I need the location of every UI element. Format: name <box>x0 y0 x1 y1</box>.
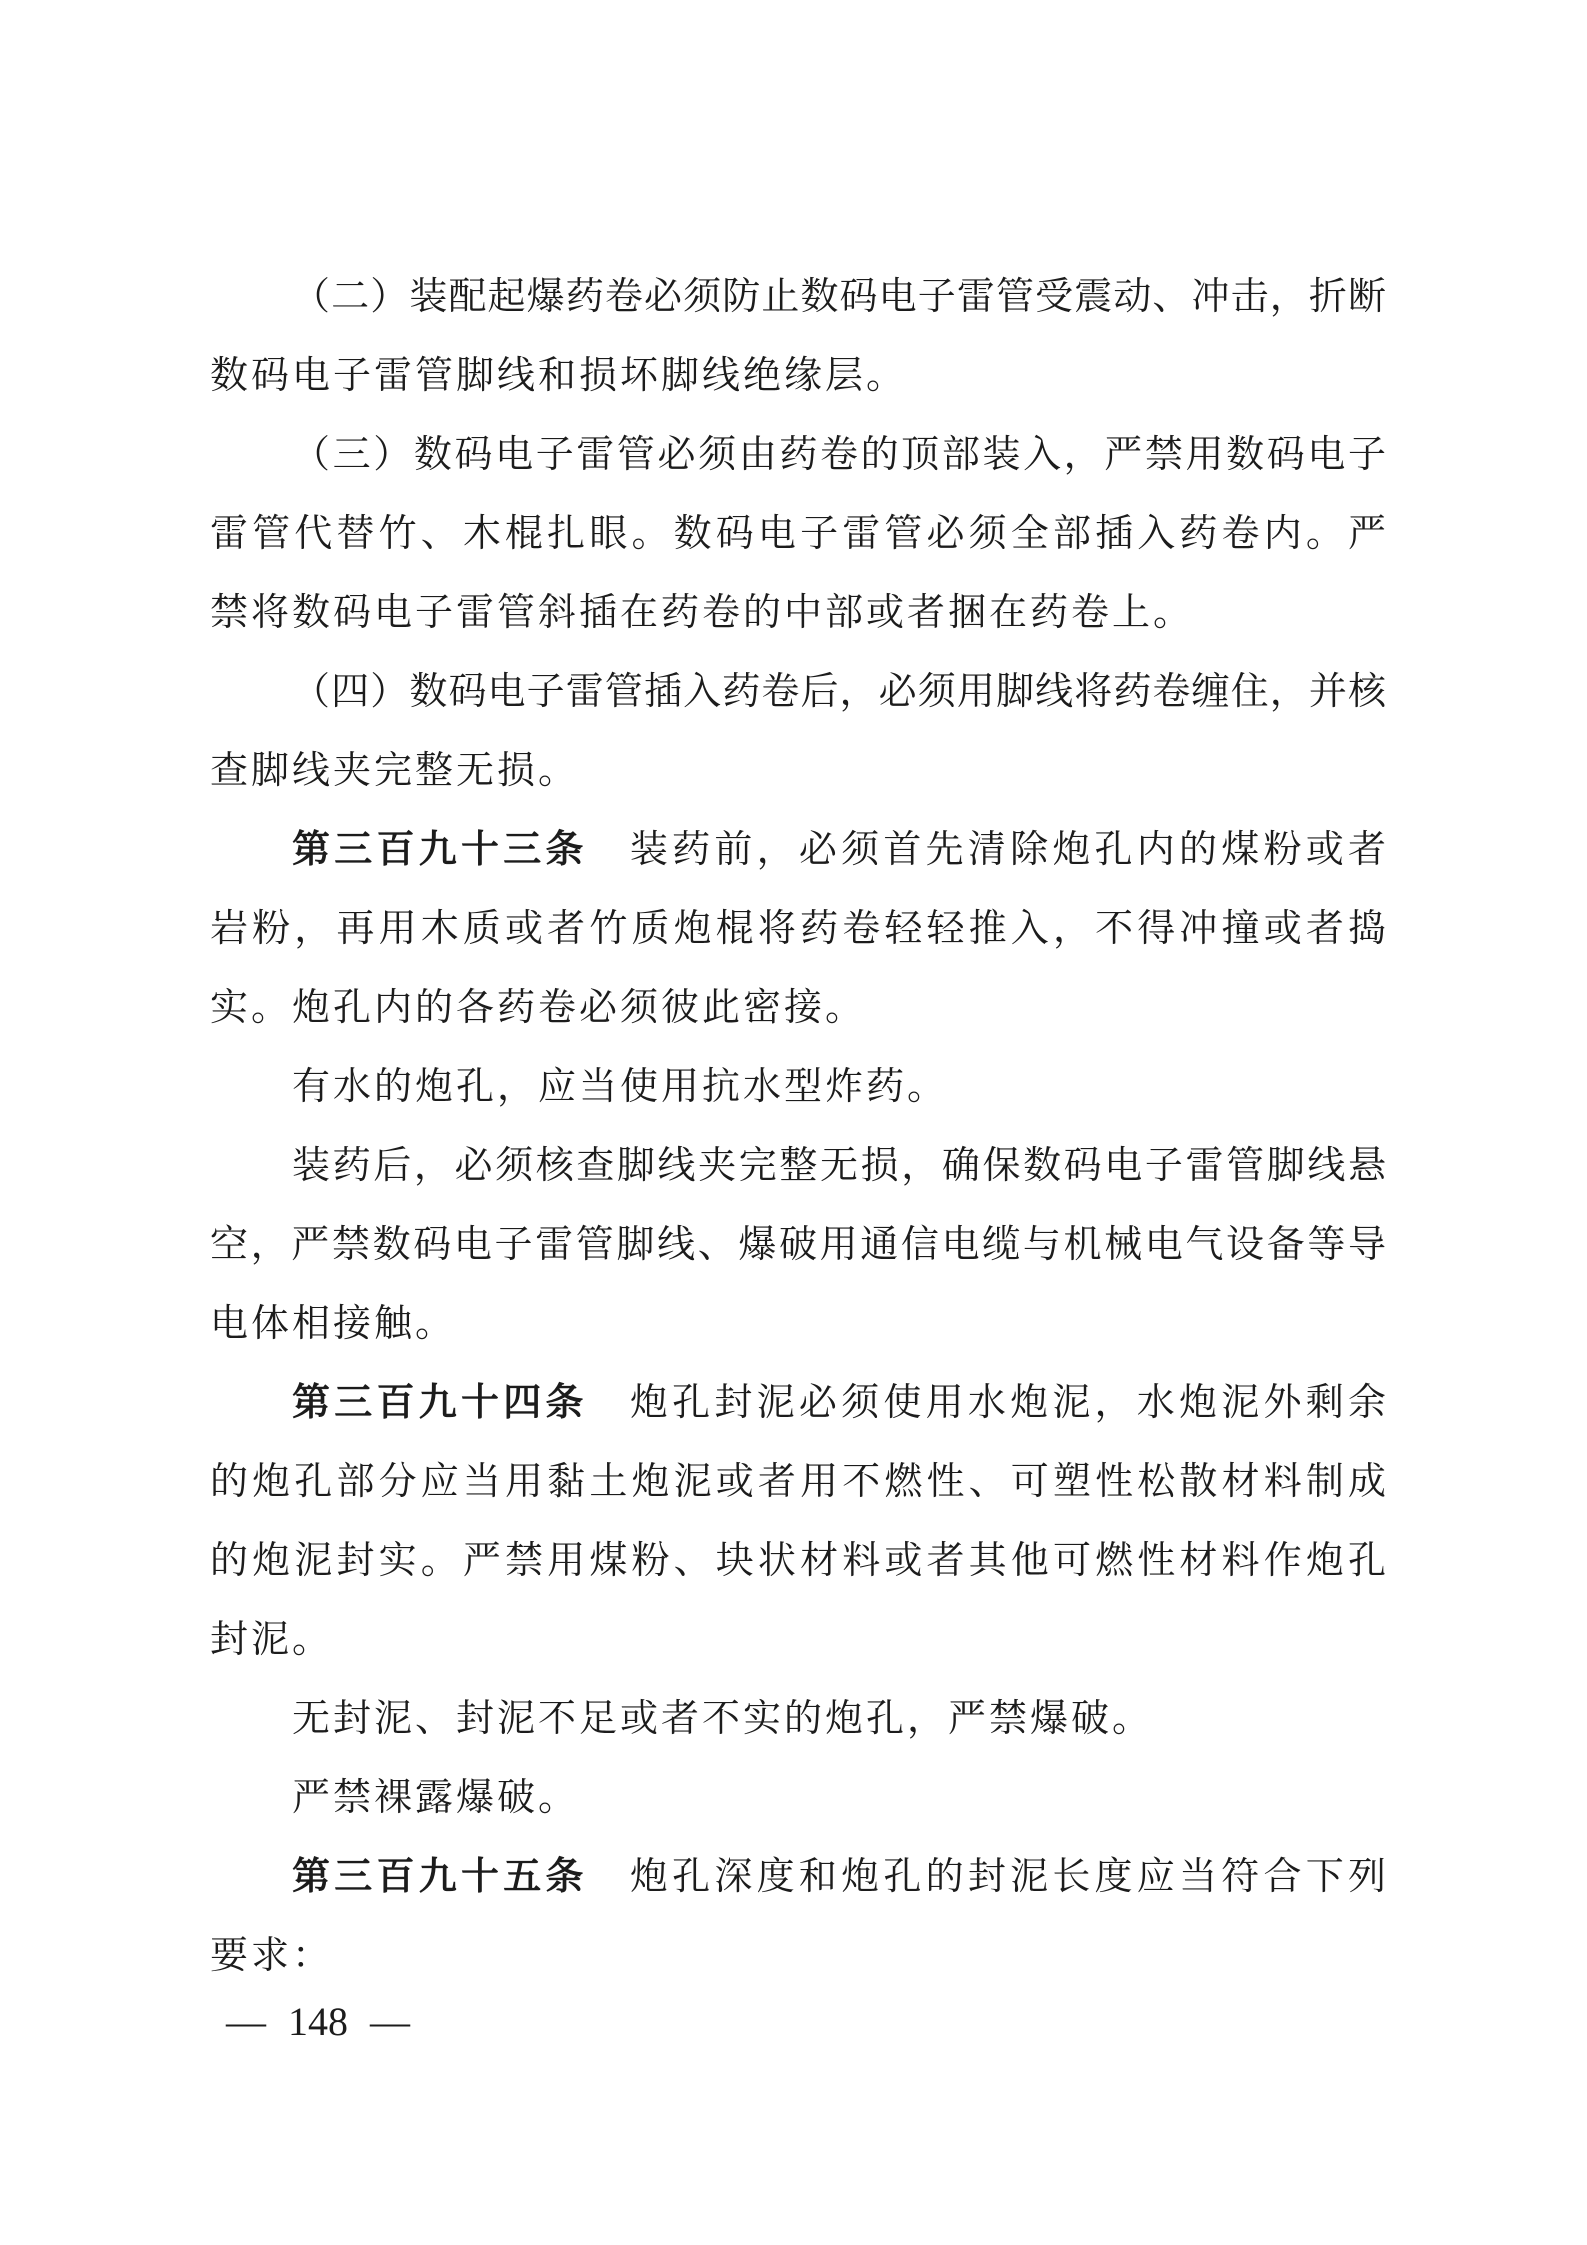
article-heading-line <box>210 1364 1386 1443</box>
text-line: 数码电子雷管脚线和损坏脚线绝缘层。 <box>210 355 908 397</box>
text-line: 的炮泥封实。严禁用煤粉、块状材料或者其他可燃性材料作炮孔 <box>210 1540 1386 1582</box>
text-line: 有水的炮孔，应当使用抗水型炸药。 <box>292 1066 949 1108</box>
text-line: 装药后，必须核查脚线夹完整无损，确保数码电子雷管脚线悬 <box>292 1145 1386 1187</box>
text-line: 实。炮孔内的各药卷必须彼此密接。 <box>210 987 867 1029</box>
text-line: 封泥。 <box>210 1619 334 1661</box>
article-body-text: 炮孔深度和炮孔的封泥长度应当符合下列 <box>587 1856 1386 1898</box>
article-heading-line <box>210 1838 1386 1917</box>
article-number: 第三百九十五条 <box>292 1856 588 1898</box>
text-line: 禁将数码电子雷管斜插在药卷的中部或者捆在药卷上。 <box>210 592 1195 634</box>
text-line: 的炮孔部分应当用黏土炮泥或者用不燃性、可塑性松散材料制成 <box>210 1461 1386 1503</box>
page-footer <box>226 1998 410 2046</box>
text-line: 电体相接触。 <box>210 1303 457 1345</box>
article-number: 第三百九十三条 <box>292 829 588 871</box>
article-body-text: 装药前，必须首先清除炮孔内的煤粉或者 <box>587 829 1386 871</box>
article-number: 第三百九十四条 <box>292 1382 588 1424</box>
article-heading-line <box>210 811 1386 890</box>
article-body-text: 炮孔封泥必须使用水炮泥，水炮泥外剩余 <box>587 1382 1386 1424</box>
text-line: 雷管代替竹、木棍扎眼。数码电子雷管必须全部插入药卷内。严 <box>210 513 1386 555</box>
text-line: 要求： <box>210 1935 334 1977</box>
text-line: 无封泥、封泥不足或者不实的炮孔，严禁爆破。 <box>292 1698 1154 1740</box>
text-line: （四）数码电子雷管插入药卷后，必须用脚线将药卷缠住，并核 <box>292 671 1386 713</box>
text-line: 查脚线夹完整无损。 <box>210 750 580 792</box>
document-body <box>210 258 1386 1996</box>
text-line: 岩粉，再用木质或者竹质炮棍将药卷轻轻推入，不得冲撞或者捣 <box>210 908 1386 950</box>
text-line: 空，严禁数码电子雷管脚线、爆破用通信电缆与机械电气设备等导 <box>210 1224 1386 1266</box>
text-line: 严禁裸露爆破。 <box>292 1777 580 1819</box>
text-line: （三）数码电子雷管必须由药卷的顶部装入，严禁用数码电子 <box>292 434 1386 476</box>
page-number: — 148 — <box>226 1999 410 2044</box>
text-line: （二）装配起爆药卷必须防止数码电子雷管受震动、冲击，折断 <box>292 276 1386 318</box>
